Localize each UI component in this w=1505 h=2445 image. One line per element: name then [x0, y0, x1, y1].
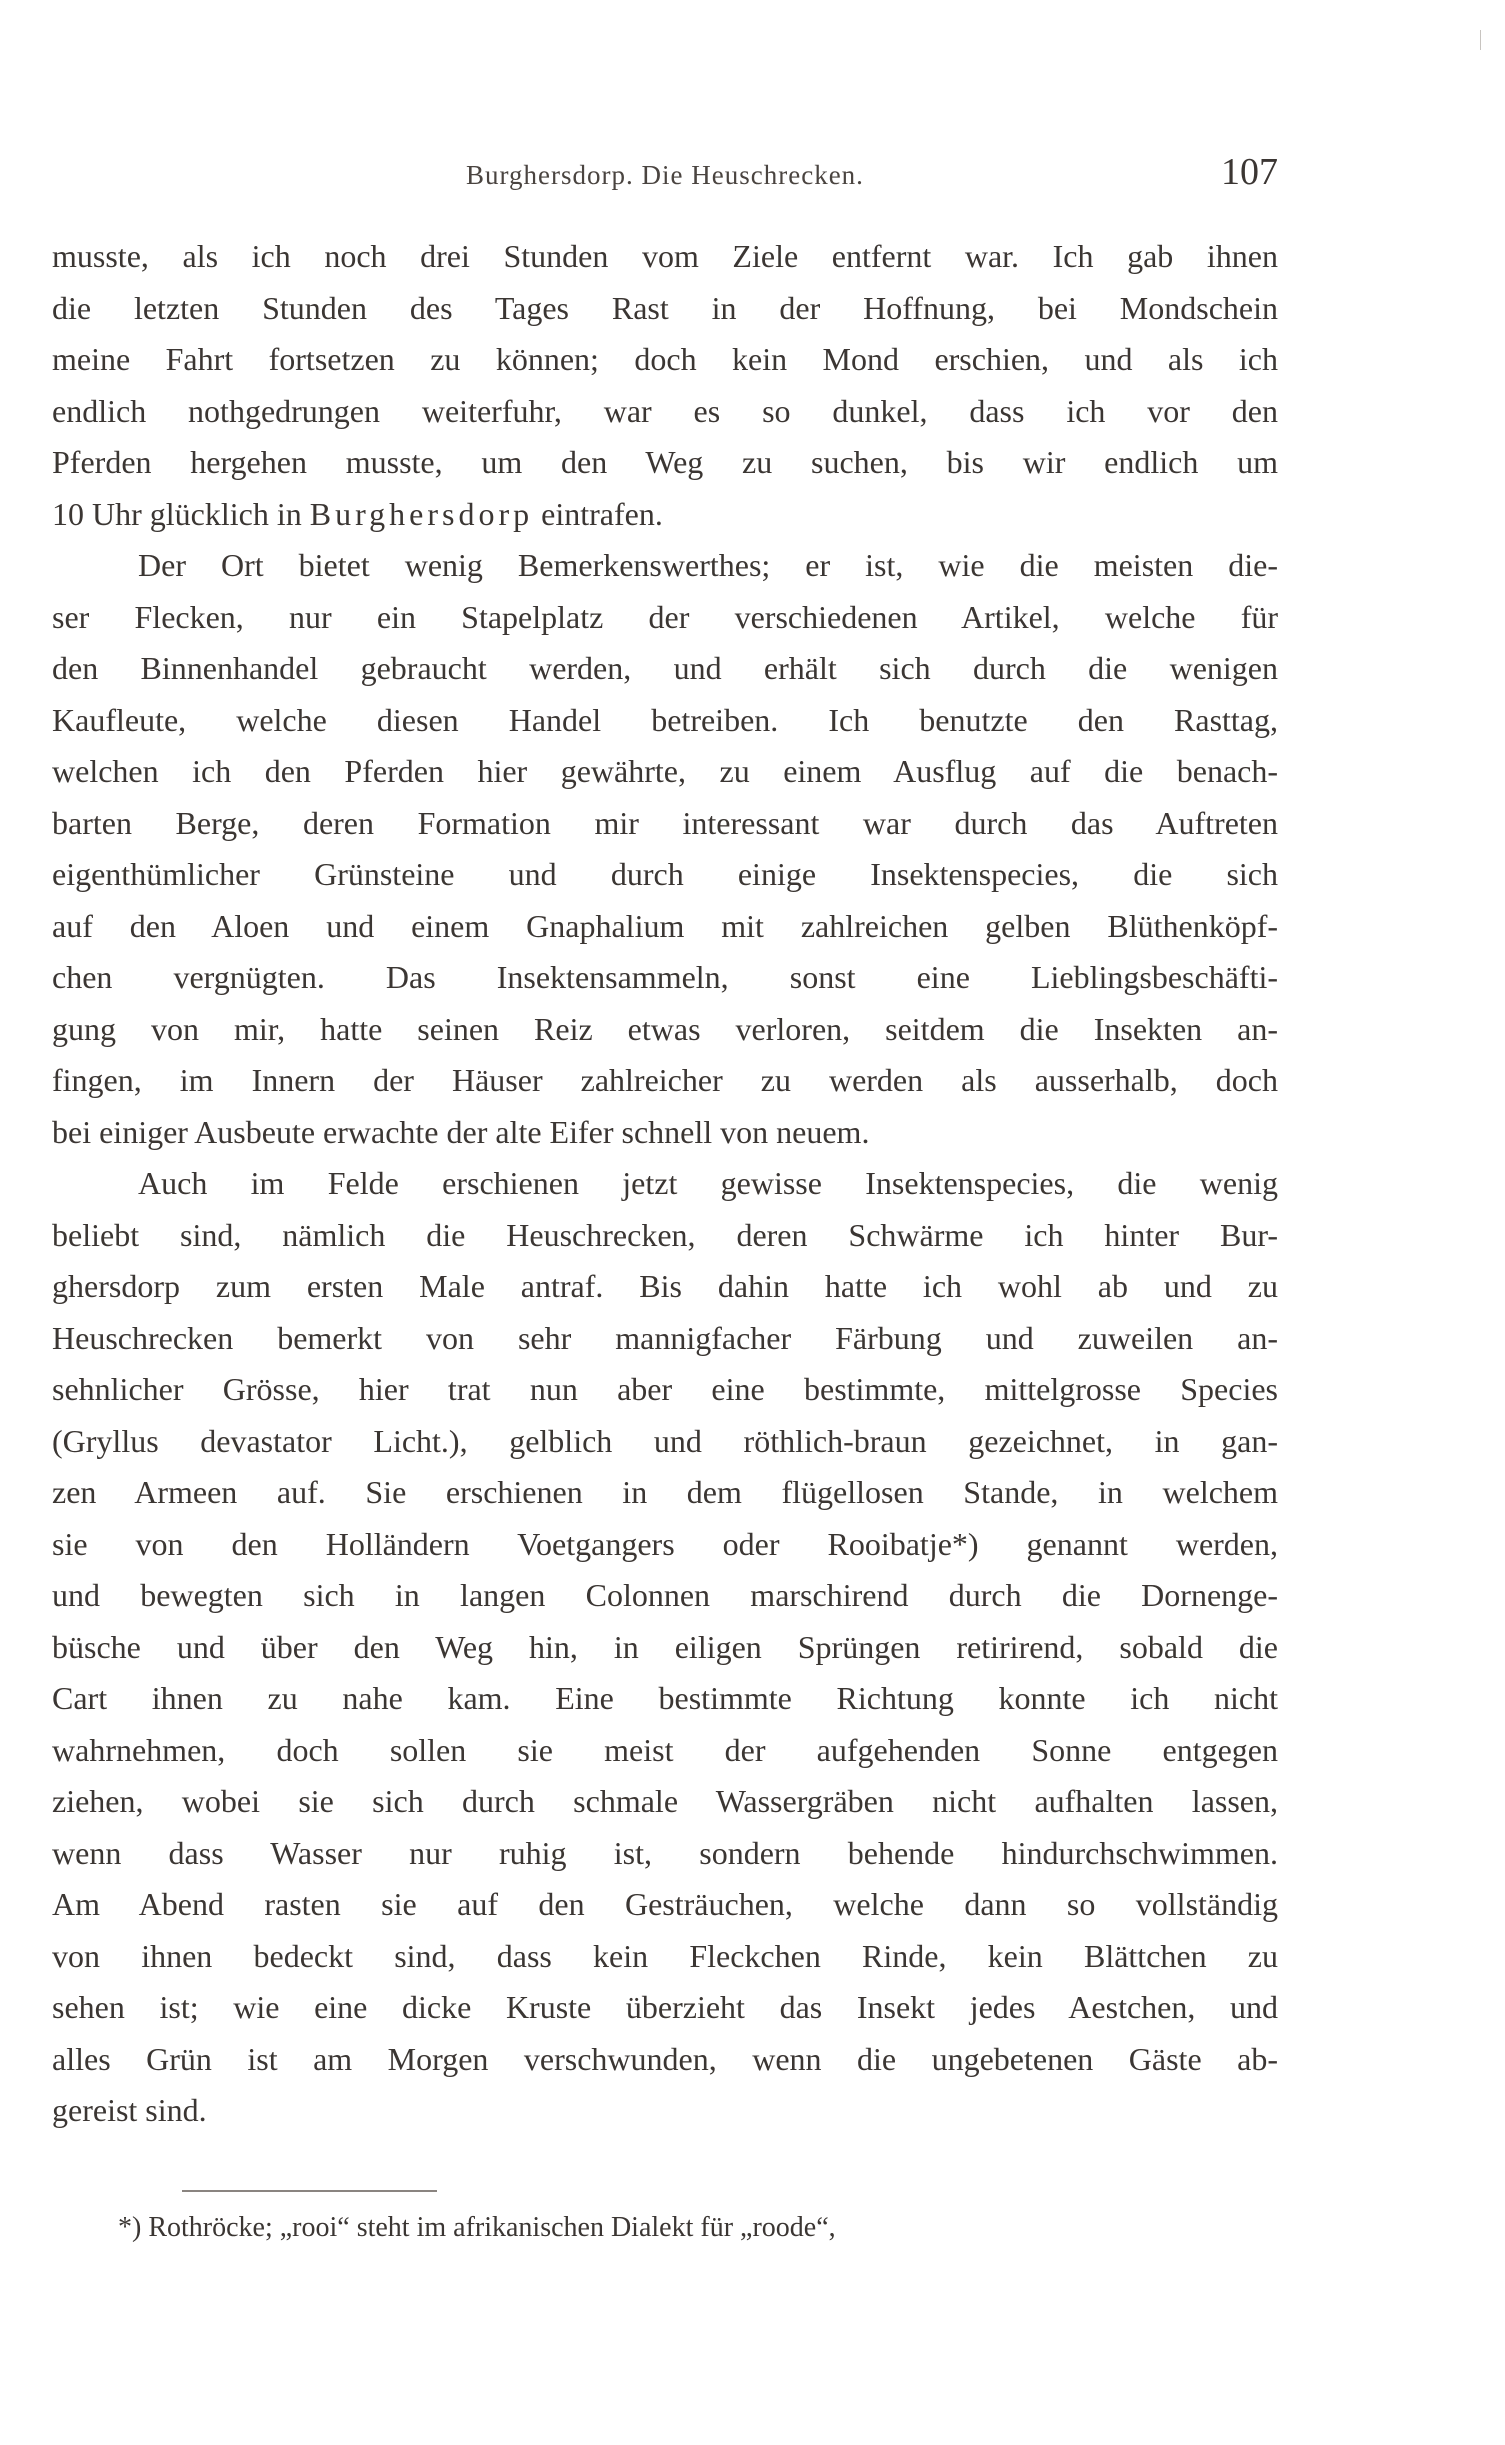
- text-line: meine Fahrt fortsetzen zu können; doch kein Mond erschien, und als ich: [52, 341, 1278, 377]
- text-line: (Gryllus devastator Licht.), gelblich und röthlich-braun gezeichnet, in gan-: [52, 1422, 1278, 1459]
- text-line: musste, als ich noch drei Stunden vom Ziele entfernt war. Ich gab ihnen: [52, 238, 1278, 274]
- text-line: sie von den Holländern Voetgangers oder Rooibatje*) genannt werden,: [52, 1525, 1278, 1562]
- text-line: Der Ort bietet wenig Bemerkenswerthes; er ist, wie die meisten die-: [138, 547, 1278, 583]
- margin-mark: [1480, 30, 1481, 50]
- footnote: *) Rothröcke; „rooi“ steht im afrikanischen Dialekt für „roode“,: [118, 2212, 836, 2243]
- body-text: [52, 231, 1278, 2137]
- text-line: ser Flecken, nur ein Stapelplatz der verschiedenen Artikel, welche für: [52, 598, 1278, 635]
- text-line: eigenthümlicher Grünsteine und durch einige Insektenspecies, die sich: [52, 856, 1278, 892]
- text-line: endlich nothgedrungen weiterfuhr, war es so dunkel, dass ich vor den: [52, 392, 1278, 429]
- text-line: gung von mir, hatte seinen Reiz etwas verloren, seitdem die Insekten an-: [52, 1010, 1278, 1047]
- text-line: ghersdorp zum ersten Male antraf. Bis dahin hatte ich wohl ab und zu: [52, 1268, 1278, 1304]
- running-head: [52, 150, 1278, 200]
- running-title: Burghersdorp. Die Heuschrecken.: [466, 160, 864, 190]
- text-line: beliebt sind, nämlich die Heuschrecken, deren Schwärme ich hinter Bur-: [52, 1216, 1278, 1253]
- place-name: Burghersdorp: [309, 495, 534, 532]
- text-line: alles Grün ist am Morgen verschwunden, wenn die ungebetenen Gäste ab-: [52, 2040, 1278, 2077]
- text-line: Kaufleute, welche diesen Handel betreiben. Ich benutzte den Rasttag,: [52, 701, 1278, 738]
- text-line: wahrnehmen, doch sollen sie meist der aufgehenden Sonne entgegen: [52, 1731, 1278, 1768]
- text-line: chen vergnügten. Das Insektensammeln, sonst eine Lieblingsbeschäfti-: [52, 959, 1278, 995]
- text-line: zen Armeen auf. Sie erschienen in dem flügellosen Stande, in welchem: [52, 1474, 1278, 1510]
- text-line-part: 10 Uhr glücklich in: [52, 495, 310, 532]
- text-line: Am Abend rasten sie auf den Gesträuchen, welche dann so vollständig: [52, 1886, 1278, 1922]
- text-line: bei einiger Ausbeute erwachte der alte Eifer schnell von neuem.: [52, 1113, 870, 1150]
- text-line: Auch im Felde erschienen jetzt gewisse Insektenspecies, die wenig: [138, 1165, 1278, 1201]
- text-line: auf den Aloen und einem Gnaphalium mit zahlreichen gelben Blüthenköpf-: [52, 907, 1278, 944]
- text-line-part: eintrafen.: [533, 495, 663, 532]
- text-line: wenn dass Wasser nur ruhig ist, sondern behende hindurchschwimmen.: [52, 1834, 1278, 1871]
- text-line: und bewegten sich in langen Colonnen marschirend durch die Dornenge-: [52, 1577, 1278, 1613]
- text-line: Pferden hergehen musste, um den Weg zu suchen, bis wir endlich um: [52, 444, 1278, 480]
- page-number: 107: [1221, 151, 1278, 193]
- text-line: büsche und über den Weg hin, in eiligen Sprüngen retirirend, sobald die: [52, 1628, 1278, 1665]
- text-line: gereist sind.: [52, 2092, 207, 2128]
- text-line: welchen ich den Pferden hier gewährte, zu einem Ausflug auf die benach-: [52, 753, 1278, 789]
- text-line: von ihnen bedeckt sind, dass kein Fleckchen Rinde, kein Blättchen zu: [52, 1937, 1278, 1974]
- text-line: sehen ist; wie eine dicke Kruste überzieht das Insekt jedes Aestchen, und: [52, 1989, 1278, 2025]
- text-line: fingen, im Innern der Häuser zahlreicher zu werden als ausserhalb, doch: [52, 1062, 1278, 1098]
- text-line: ziehen, wobei sie sich durch schmale Wassergräben nicht aufhalten lassen,: [52, 1783, 1278, 1819]
- text-line: Cart ihnen zu nahe kam. Eine bestimmte Richtung konnte ich nicht: [52, 1680, 1278, 1716]
- text-line: barten Berge, deren Formation mir interessant war durch das Auftreten: [52, 804, 1278, 841]
- text-line: den Binnenhandel gebraucht werden, und erhält sich durch die wenigen: [52, 650, 1278, 686]
- text-line: [52, 489, 1278, 541]
- text-line: die letzten Stunden des Tages Rast in der Hoffnung, bei Mondschein: [52, 289, 1278, 326]
- footnote-divider: [182, 2190, 437, 2192]
- text-line: Heuschrecken bemerkt von sehr mannigfacher Färbung und zuweilen an-: [52, 1319, 1278, 1356]
- text-line: sehnlicher Grösse, hier trat nun aber eine bestimmte, mittelgrosse Species: [52, 1371, 1278, 1407]
